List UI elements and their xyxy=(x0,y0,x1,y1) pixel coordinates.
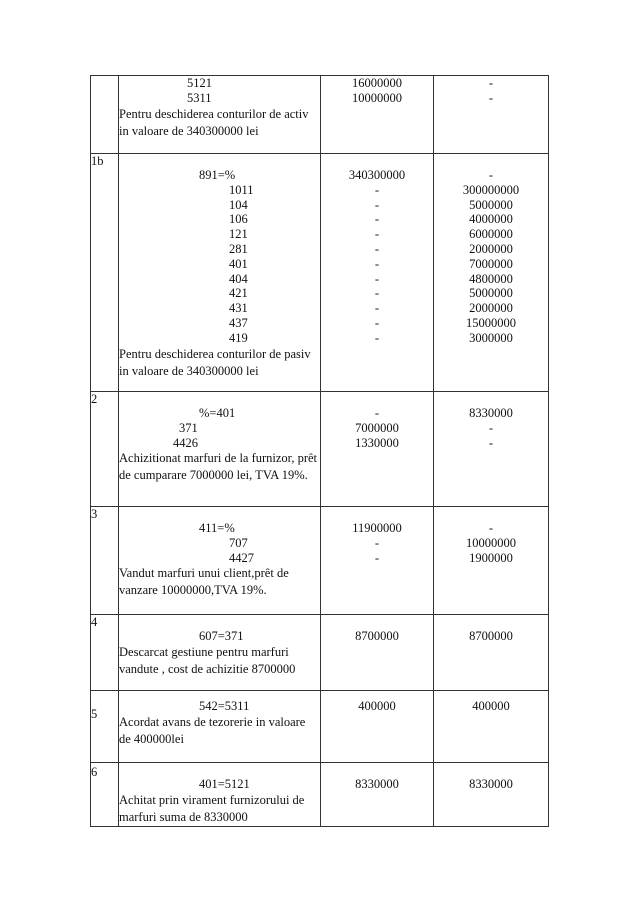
table-row xyxy=(91,615,549,691)
entry-explanation xyxy=(119,507,321,615)
credit-value: 4800000 xyxy=(469,271,513,286)
debit-value: - xyxy=(374,535,380,550)
debit-value: - xyxy=(374,406,380,420)
entry-formula: 607=371 xyxy=(199,629,244,643)
credit-value: 300000000 xyxy=(462,182,520,197)
account-line: 437 xyxy=(229,315,248,330)
account-line: 371 xyxy=(179,420,198,435)
credit-cell xyxy=(434,691,549,763)
credit-value: - xyxy=(488,76,494,90)
credit-value: 5000000 xyxy=(469,286,513,301)
debit-value: - xyxy=(374,197,380,212)
debit-value: 8700000 xyxy=(355,629,399,643)
account-line: 4427 xyxy=(229,550,254,565)
account-line: 121 xyxy=(229,227,248,242)
credit-value: 8330000 xyxy=(469,777,513,791)
debit-value: - xyxy=(374,550,380,565)
credit-value: 400000 xyxy=(472,699,510,713)
row-number xyxy=(91,76,119,154)
account-line: 419 xyxy=(229,330,248,345)
credit-value: - xyxy=(488,168,494,182)
credit-value: 8700000 xyxy=(469,629,513,643)
table-row xyxy=(91,392,549,507)
journal-table xyxy=(90,75,549,827)
account-line: 104 xyxy=(229,197,248,212)
debit-value: 8330000 xyxy=(355,777,399,791)
debit-cell xyxy=(321,507,434,615)
credit-value: 3000000 xyxy=(469,330,513,345)
entry-explanation xyxy=(119,154,321,392)
row-number: 1b xyxy=(91,154,119,392)
debit-value: 1330000 xyxy=(355,435,399,450)
credit-value: 7000000 xyxy=(469,256,513,271)
entry-explanation xyxy=(119,392,321,507)
account-line: 5121 xyxy=(187,76,212,90)
credit-value: 15000000 xyxy=(466,315,516,330)
debit-value: - xyxy=(374,182,380,197)
account-line: 401 xyxy=(229,256,248,271)
account-line: 4426 xyxy=(173,435,198,450)
credit-value: - xyxy=(488,435,494,450)
entry-description: Achizitionat marfuri de la furnizor, prêt de cumparare 7000000 lei, TVA 19%. xyxy=(119,451,318,483)
row-number: 2 xyxy=(91,392,119,507)
entry-description: Acordat avans de tezorerie in valoare de 400000lei xyxy=(119,714,306,746)
credit-value: - xyxy=(488,90,494,105)
debit-value: 340300000 xyxy=(348,168,406,182)
credit-cell xyxy=(434,507,549,615)
credit-value: 8330000 xyxy=(469,406,513,420)
entry-description: Pentru deschiderea conturilor de pasiv in valoare de 340300000 lei xyxy=(119,346,311,378)
debit-value: 16000000 xyxy=(352,76,402,90)
debit-value: - xyxy=(374,241,380,256)
table-row xyxy=(91,76,549,154)
entry-explanation xyxy=(119,763,321,827)
credit-cell xyxy=(434,76,549,154)
debit-cell xyxy=(321,763,434,827)
debit-cell xyxy=(321,392,434,507)
account-line: 707 xyxy=(229,535,248,550)
debit-value: - xyxy=(374,286,380,301)
account-line: 1011 xyxy=(229,182,254,197)
credit-value: - xyxy=(488,420,494,435)
entry-formula: 542=5311 xyxy=(199,699,250,713)
account-line: 106 xyxy=(229,212,248,227)
credit-value: 2000000 xyxy=(469,301,513,316)
entry-formula: %=401 xyxy=(199,406,236,420)
entry-formula: 401=5121 xyxy=(199,777,250,791)
table-row xyxy=(91,691,549,763)
row-number: 3 xyxy=(91,507,119,615)
credit-value: 4000000 xyxy=(469,212,513,227)
debit-value: - xyxy=(374,315,380,330)
credit-cell xyxy=(434,392,549,507)
account-line: 404 xyxy=(229,271,248,286)
debit-value: 7000000 xyxy=(355,420,399,435)
debit-value: - xyxy=(374,227,380,242)
debit-value: 10000000 xyxy=(352,90,402,105)
table-row xyxy=(91,507,549,615)
entry-formula: 411=% xyxy=(199,521,235,535)
credit-value: 10000000 xyxy=(466,535,516,550)
entry-description: Achitat prin virament furnizorului de marfuri suma de 8330000 xyxy=(119,792,305,824)
credit-value: 1900000 xyxy=(469,550,513,565)
credit-cell xyxy=(434,763,549,827)
account-line: 431 xyxy=(229,301,248,316)
table-row xyxy=(91,154,549,392)
debit-value: - xyxy=(374,271,380,286)
entry-formula: 891=% xyxy=(199,168,236,182)
credit-value: 6000000 xyxy=(469,227,513,242)
row-number: 5 xyxy=(91,691,119,763)
entry-explanation xyxy=(119,691,321,763)
entry-explanation xyxy=(119,76,321,154)
debit-value: 400000 xyxy=(358,699,396,713)
entry-explanation xyxy=(119,615,321,691)
credit-value: - xyxy=(488,521,494,535)
debit-cell xyxy=(321,154,434,392)
row-number: 6 xyxy=(91,763,119,827)
credit-value: 2000000 xyxy=(469,241,513,256)
debit-value: 11900000 xyxy=(352,521,402,535)
credit-cell xyxy=(434,154,549,392)
debit-cell xyxy=(321,691,434,763)
account-line: 421 xyxy=(229,286,248,301)
credit-cell xyxy=(434,615,549,691)
entry-description: Pentru deschiderea conturilor de activ in valoare de 340300000 lei xyxy=(119,106,309,138)
entry-description: Vandut marfuri unui client,prêt de vanzare 10000000,TVA 19%. xyxy=(119,566,289,598)
debit-value: - xyxy=(374,212,380,227)
debit-value: - xyxy=(374,330,380,345)
credit-value: 5000000 xyxy=(469,197,513,212)
entry-description: Descarcat gestiune pentru marfuri vandute , cost de achizitie 8700000 xyxy=(119,644,296,676)
account-line: 281 xyxy=(229,241,248,256)
account-line: 5311 xyxy=(187,90,212,105)
debit-cell xyxy=(321,615,434,691)
debit-cell xyxy=(321,76,434,154)
debit-value: - xyxy=(374,301,380,316)
row-number: 4 xyxy=(91,615,119,691)
table-row xyxy=(91,763,549,827)
debit-value: - xyxy=(374,256,380,271)
